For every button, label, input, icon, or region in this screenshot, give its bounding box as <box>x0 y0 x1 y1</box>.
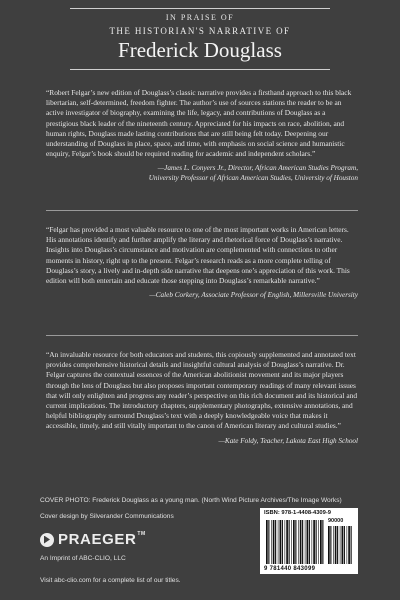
book-subtitle: THE HISTORIAN'S NARRATIVE OF <box>109 26 291 36</box>
header-top-rule <box>70 8 330 9</box>
quote-separator <box>46 210 358 211</box>
price-code: 90000 <box>328 518 344 524</box>
quote-separator <box>46 335 358 336</box>
quote-attribution <box>46 163 358 183</box>
quote-text: “Felgar has provided a most valuable resource to one of the most important works in American letters. His annotations identify and further amplify the literary and rhetorical force of Douglass’s narrative. Insights into Douglass’s circumstance and motivation are complemented with connections to other moments in history, right up to the present. Felgar’s research reads as a more complete telling of Douglass’s story, a lively and in-depth side narrative that deepens one’s appreciation of this work. This edition will both entertain and educate those stepping into Douglass’s remarkable narrative.” <box>46 225 350 286</box>
publisher-website-line: Visit abc-clio.com for a complete list of our titles. <box>40 577 181 584</box>
addon-barcode-bars-icon <box>328 526 354 564</box>
attribution-line: —James L. Conyers Jr., Director, African American Studies Program, <box>157 164 358 173</box>
trademark-mark: TM <box>137 531 146 537</box>
cover-design-credit: Cover design by Silverander Communications <box>40 513 174 520</box>
barcode-bars-icon <box>266 520 324 564</box>
isbn-number: ISBN: 978-1-4408-4309-9 <box>264 510 332 516</box>
quote-attribution <box>46 436 358 446</box>
quote-text: “An invaluable resource for both educators and students, this copiously supplemented and annotated text provides comprehensive historical details and insightful cultural analysis of Douglass’s narrative. Dr. Felgar captures the contextual essences of the American abolitionist movement and its major players through the lens of Douglass but also proposes important contemporary readings of many relevant issues that will only enlighten and progress any reader’s perspective on this rich document and its historical and current implications. The introductory chapters, supplementary photographs, extensive annotations, and helpful bibliography surround Douglass’s text with a deeply knowledgeable voice that makes it accessible, timely, and still vitally important to the canon of American literary and cultural studies.” <box>46 350 358 431</box>
cover-photo-credit: COVER PHOTO: Frederick Douglass as a young man. (North Wind Picture Archives/The Image Works) <box>40 497 342 504</box>
book-title: Frederick Douglass <box>118 38 282 62</box>
attribution-line: —Caleb Corkery, Associate Professor of English, Millersville University <box>149 291 358 300</box>
praeger-logo-icon <box>40 533 54 547</box>
praise-quote-2 <box>46 225 358 300</box>
praise-header <box>0 8 400 70</box>
publisher-name: PRAEGER™ <box>58 531 146 548</box>
isbn-barcode <box>260 508 358 574</box>
quote-text: “Robert Felgar’s new edition of Douglass’s classic narrative provides a firsthand approach to this black libertarian, self-determined, freedom fighter. The author’s use of sources stations the reader to be an active investigator of biography, examining the life, legacy, and contributions of Douglass as a prestigious black leader of the nineteenth century. Appreciated for his impacts on race, abolition, and human rights, Douglass made lasting contributions that are still being felt today. Deepening our understanding of Douglass in place, space, and time, with emphasis on social science and humanistic enquiry, Felgar’s book should be required reading for academic and independent scholars.” <box>46 88 352 159</box>
publisher-logo <box>40 531 146 548</box>
attribution-line: University Professor of African American Studies, University of Houston <box>148 174 358 183</box>
praise-quote-1 <box>46 88 358 183</box>
imprint-line: An Imprint of ABC-CLIO, LLC <box>40 555 126 562</box>
quote-attribution <box>46 290 358 300</box>
barcode-digits: 9 781440 843099 <box>264 566 316 572</box>
in-praise-label: IN PRAISE OF <box>165 13 235 22</box>
header-bottom-rule <box>70 69 330 70</box>
attribution-line: —Kate Foldy, Teacher, Lakota East High School <box>218 436 358 445</box>
praise-quote-3 <box>46 350 358 446</box>
